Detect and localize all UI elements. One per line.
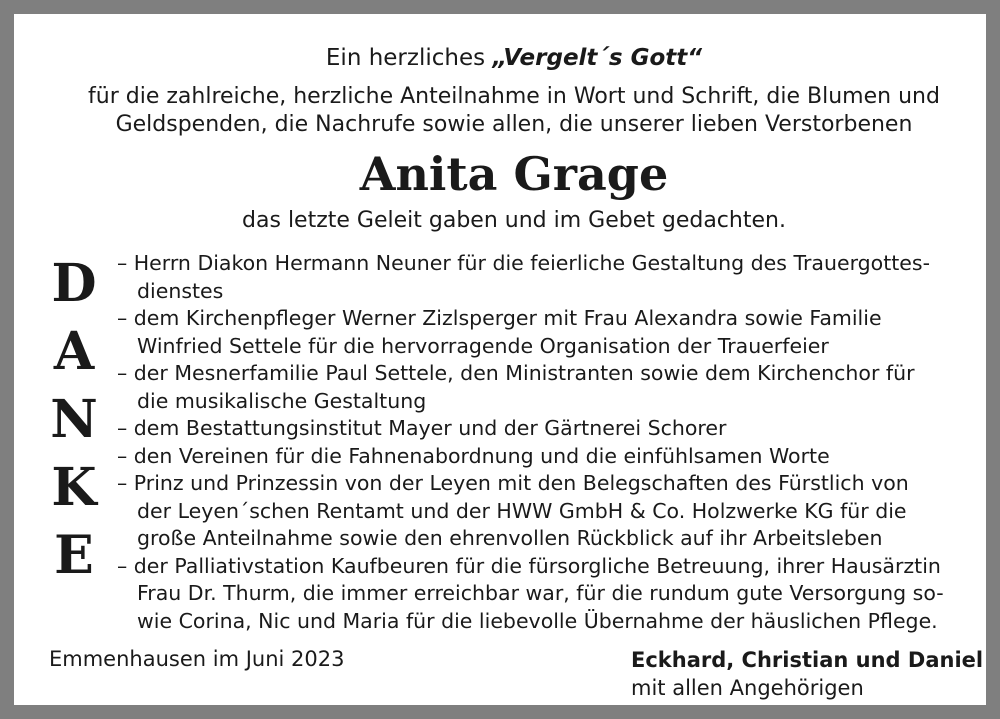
intro-line [14,45,1000,71]
signature-sub: mit allen Angehörigen [631,676,864,700]
danke-letter: N [50,389,98,450]
thanks-item: – dem Kirchenpfleger Werner Zizlsperger mit Frau Alexandra sowie Familie Winfried Settele für die hervorragende Organisation der Trauerfeier [117,306,882,358]
thanks-item: – Prinz und Prinzessin von der Leyen mit den Belegschaften des Fürstlich von der Leyen´schen Rentamt und der HWW GmbH & Co. Holzwerke KG für die große Anteilnahme sowie den ehrenvollen Rückblick auf ihr Arbeitsleben [117,471,909,550]
danke-vertical [44,250,104,590]
danke-letter: K [51,457,97,518]
intro-quote: „Vergelt´s Gott“ [492,45,703,71]
deceased-name: Anita Grage [359,147,669,201]
danke-letter: A [53,321,95,382]
place-date: Emmenhausen im Juni 2023 [49,647,345,671]
thanks-item: – Herrn Diakon Hermann Neuner für die feierliche Gestaltung des Trauergottes- dienstes [117,251,930,303]
thanks-line-3: das letzte Geleit gaben und im Gebet gedachten. [242,208,786,233]
danke-letter: D [51,253,97,314]
intro-prefix: Ein herzliches [325,45,493,71]
thanks-item: – dem Bestattungsinstitut Mayer und der Gärtnerei Schorer [117,416,727,440]
signature [631,646,983,702]
thanks-line-2: Geldspenden, die Nachrufe sowie allen, die unserer lieben Verstorbenen [115,112,913,137]
thanks-line-1: für die zahlreiche, herzliche Anteilnahme in Wort und Schrift, die Blumen und [88,84,940,109]
thanks-item: – der Mesnerfamilie Paul Settele, den Ministranten sowie dem Kirchenchor für die musikalische Gestaltung [117,361,915,413]
thanks-item: – der Palliativstation Kaufbeuren für die fürsorgliche Betreuung, ihrer Hausärztin Frau Dr. Thurm, die immer erreichbar war, für die rundum gute Versorgung so- wie Corina, Nic und Maria für die liebevolle Übernahme der häuslichen Pflege. [117,553,944,633]
danke-letter: E [54,525,94,586]
thanks-list [117,250,997,635]
signature-names: Eckhard, Christian und Daniel [631,648,984,672]
thanks-item: – den Vereinen für die Fahnenabordnung und die einfühlsamen Worte [117,443,830,468]
